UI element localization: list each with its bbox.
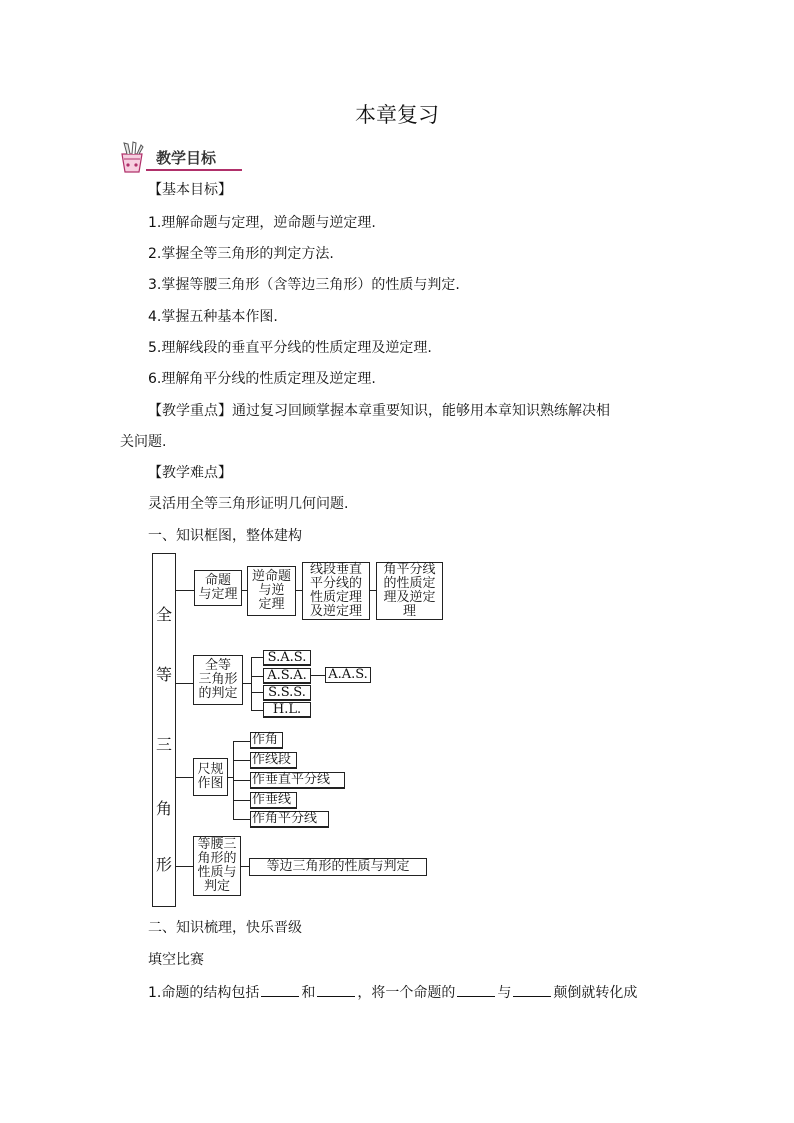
root-char: 角	[156, 799, 173, 818]
proposition-box: 命题 与定理	[194, 570, 242, 606]
perp-bisector-box: 线段垂直 平分线的 性质定理 及逆定理	[302, 562, 370, 620]
difficulty-text: 灵活用全等三角形证明几何问题.	[148, 496, 349, 512]
difficulty-label: 【教学难点】	[148, 465, 232, 481]
construct-perpendicular: 作垂线	[250, 792, 297, 808]
key-points-text: 通过复习回顾掌握本章重要知识，能够用本章知识熟练解决相	[232, 403, 610, 419]
construction-box: 尺规 作图	[193, 758, 228, 796]
fill-contest-title: 填空比赛	[148, 952, 204, 968]
answer-blank[interactable]	[457, 982, 495, 997]
section-heading-1: 一、知识框图，整体建构	[148, 528, 302, 544]
answer-blank[interactable]	[261, 982, 299, 997]
goal-item: 3.掌握等腰三角形（含等边三角形）的性质与判定.	[148, 277, 460, 293]
answer-blank[interactable]	[513, 982, 551, 997]
badge-underline	[146, 169, 242, 171]
equilateral-box: 等边三角形的性质与判定	[249, 858, 427, 876]
goal-item: 6.理解角平分线的性质定理及逆定理.	[148, 371, 376, 387]
goal-item: 1.理解命题与定理，逆命题与逆定理.	[148, 215, 376, 231]
pencil-cup-icon	[116, 140, 150, 174]
isosceles-box: 等腰三 角形的 性质与 判定	[193, 836, 241, 896]
root-char: 全	[156, 605, 173, 624]
construct-angle: 作角	[250, 732, 283, 748]
angle-bisector-box: 角平分线 的性质定 理及逆定 理	[376, 562, 443, 620]
q1-text: 和	[301, 985, 316, 1001]
goals-heading: 【基本目标】	[148, 182, 232, 198]
q1-text: 颠倒就转化成	[553, 985, 638, 1001]
congruence-criteria-box: 全等 三角形 的判定	[193, 655, 243, 705]
criterion-hl: H.L.	[263, 702, 311, 717]
teaching-goals-badge	[116, 140, 242, 174]
page-title: 本章复习	[355, 103, 439, 127]
construct-angle-bisector: 作角平分线	[250, 811, 329, 827]
key-points-label: 【教学重点】	[148, 403, 232, 419]
key-points-line	[148, 401, 610, 421]
criterion-asa: A.S.A.	[263, 668, 311, 683]
q1-text: ，将一个命题的	[357, 985, 456, 1001]
root-char: 等	[156, 665, 173, 684]
goal-item: 4.掌握五种基本作图.	[148, 309, 278, 325]
criterion-sss: S.S.S.	[263, 685, 311, 700]
criterion-aas: A.A.S.	[325, 667, 371, 683]
key-points-continuation: 关问题.	[120, 434, 167, 450]
construct-perp-bisector: 作垂直平分线	[250, 772, 345, 788]
goal-item: 2.掌握全等三角形的判定方法.	[148, 246, 334, 262]
question-1	[148, 982, 637, 1003]
goal-item: 5.理解线段的垂直平分线的性质定理及逆定理.	[148, 340, 432, 356]
q1-text: 与	[497, 985, 512, 1001]
root-char: 三	[156, 735, 173, 754]
badge-label: 教学目标	[156, 149, 217, 167]
criterion-sas: S.A.S.	[263, 650, 311, 665]
root-char: 形	[156, 855, 173, 874]
q1-text: 1.命题的结构包括	[148, 985, 260, 1001]
construct-segment: 作线段	[250, 752, 297, 768]
section-heading-2: 二、知识梳理，快乐晋级	[148, 920, 302, 936]
converse-box: 逆命题 与逆 定理	[247, 566, 296, 616]
answer-blank[interactable]	[317, 982, 355, 997]
